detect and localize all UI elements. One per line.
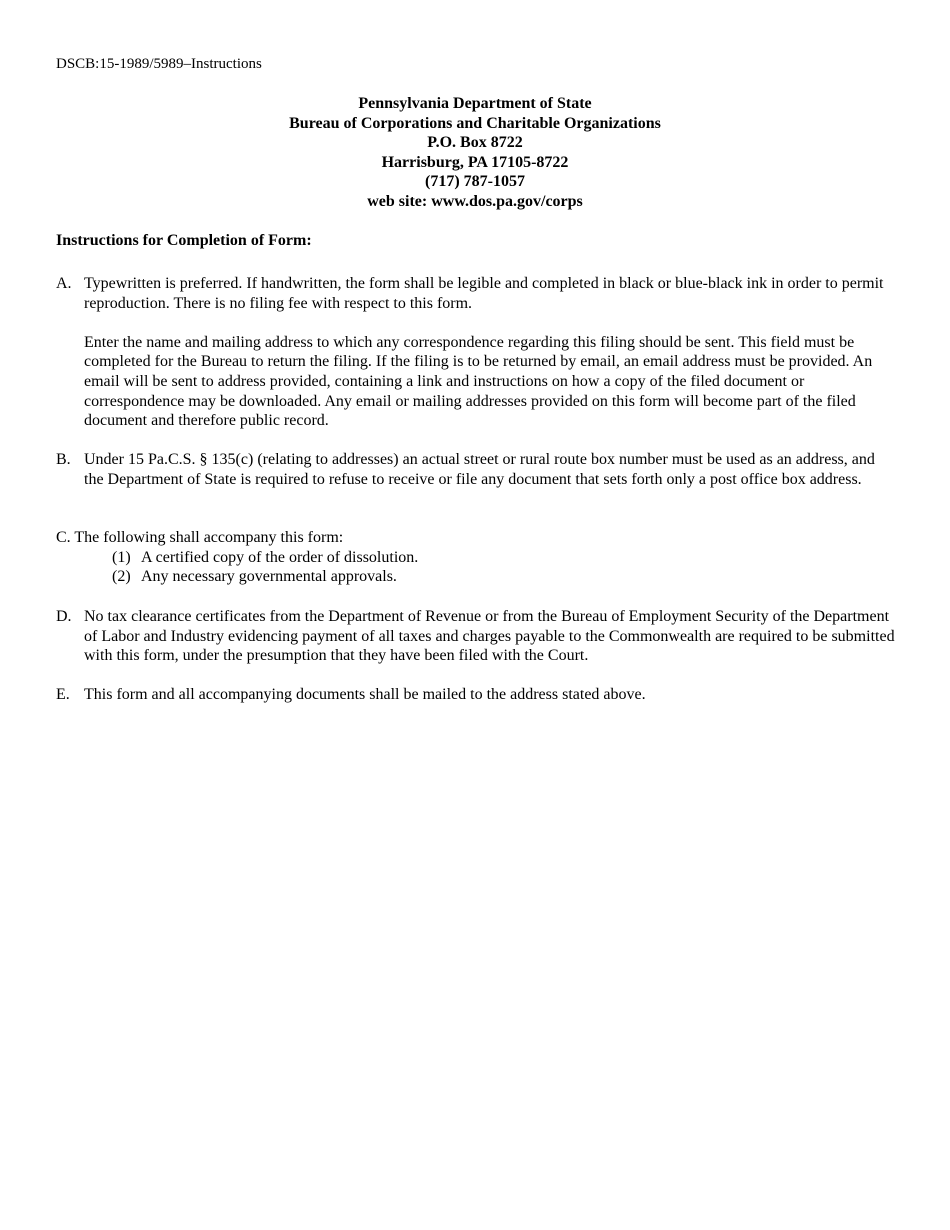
agency-address-block [0,94,950,212]
item-a-paragraph-1: Typewritten is preferred. If handwritten, the form shall be legible and completed in black or blue-black ink in order to permit reproduction. There is no filing fee with respect to this form. [84,275,884,312]
agency-website: web site: www.dos.pa.gov/corps [367,192,583,210]
form-id: DSCB:15-1989/5989–Instructions [56,56,262,72]
item-e-text: This form and all accompanying documents shall be mailed to the address stated above. [84,686,646,703]
agency-city-state-zip: Harrisburg, PA 17105-8722 [381,153,569,171]
instructions-heading: Instructions for Completion of Form: [56,232,312,249]
item-d-text: No tax clearance certificates from the Department of Revenue or from the Bureau of Employment Security of the Department of Labor and Industry evidencing payment of all taxes and charges payable to the Commonwealth are required to be submitted with this form, under the presumption that they have been filed with the Court. [84,608,895,665]
item-c-subitem-2 [56,567,896,587]
agency-po-box: P.O. Box 8722 [427,134,523,152]
instruction-item-d [56,607,896,666]
agency-bureau: Bureau of Corporations and Charitable Organizations [289,114,661,132]
item-c-intro [56,528,896,548]
instruction-item-a [56,274,896,431]
item-marker: B. [56,451,71,468]
item-c-intro-text: The following shall accompany this form: [74,529,344,546]
item-marker: A. [56,275,72,292]
item-body [84,274,896,431]
item-c-subitem-1 [56,548,896,568]
item-marker: C. [56,529,71,546]
agency-department: Pennsylvania Department of State [358,95,592,112]
instruction-item-c [56,528,896,587]
agency-phone: (717) 787-1057 [425,173,525,191]
subitem-text: A certified copy of the order of dissolution. [141,548,419,566]
item-marker: E. [56,686,70,703]
item-a-paragraph-2: Enter the name and mailing address to which any correspondence regarding this filing should be sent. This field must be completed for the Bureau to return the filing. If the filing is to be returned by email, an email address must be provided. An email will be sent to address provided, containing a link and instructions on how a copy of the filed document or correspondence may be downloaded. Any email or mailing addresses provided on this form will become part of the filed document and therefore public record. [84,333,873,430]
subitem-number: (1) [112,548,131,566]
instruction-item-b [56,450,896,489]
subitem-text: Any necessary governmental approvals. [141,568,397,586]
instruction-item-e [56,685,896,705]
item-marker: D. [56,608,72,625]
subitem-number: (2) [112,568,131,586]
item-b-text: Under 15 Pa.C.S. § 135(c) (relating to addresses) an actual street or rural route box number must be used as an address, and the Department of State is required to refuse to receive or file any document that sets forth only a post office box address. [84,451,875,488]
